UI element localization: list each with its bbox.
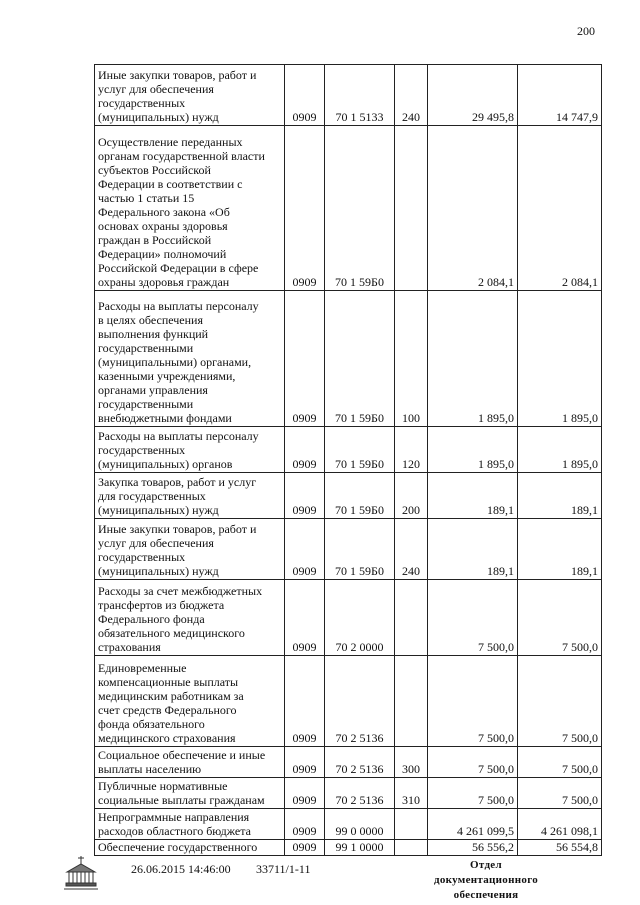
row-sum-2-text: 56 554,8 — [556, 840, 598, 854]
row-expense-type-text: 240 — [402, 564, 420, 578]
row-expense-type-text: 300 — [402, 762, 420, 776]
table-row — [95, 778, 602, 809]
footer-timestamp: 26.06.2015 14:46:00 — [131, 862, 231, 876]
row-target-article-cell — [325, 65, 395, 126]
table-row — [95, 747, 602, 778]
row-section-text: 0909 — [292, 110, 317, 124]
budget-table — [94, 64, 602, 856]
row-section-text: 0909 — [292, 457, 317, 471]
row-sum-2-cell — [518, 65, 602, 126]
row-sum-1-cell — [428, 519, 518, 580]
row-target-article-cell — [325, 580, 395, 656]
row-sum-2-cell — [518, 747, 602, 778]
row-sum-1-cell — [428, 656, 518, 747]
row-sum-2-text: 189,1 — [571, 503, 598, 517]
row-expense-type-text: 100 — [402, 411, 420, 425]
row-name-text: Непрограммные направления расходов областного бюджета — [98, 810, 251, 838]
row-name-text: Иные закупки товаров, работ и услуг для обеспечения государственных (муниципальных) нужд — [98, 522, 257, 578]
footer-doc-number: 33711/1-11 — [256, 862, 311, 876]
row-sum-1-text: 4 261 099,5 — [457, 824, 514, 838]
row-name-text: Осуществление переданных органам государственной власти субъектов Российской Федерации в соответствии с частью 1 статьи 15 Федерального закона «Об основах охраны здоровья граждан в Российской Федерации» полномочий Российской Федерации в сфере охраны здоровья граждан — [98, 135, 265, 289]
row-sum-1-cell — [428, 291, 518, 427]
table-row — [95, 291, 602, 427]
row-sum-2-cell — [518, 473, 602, 519]
row-sum-1-cell — [428, 747, 518, 778]
row-name-text: Социальное обеспечение и иные выплаты населению — [98, 748, 266, 776]
row-sum-2-text: 14 747,9 — [556, 110, 598, 124]
row-sum-2-text: 7 500,0 — [562, 793, 598, 807]
row-sum-2-cell — [518, 840, 602, 856]
row-target-article-text: 70 1 59Б0 — [335, 411, 384, 425]
row-sum-1-cell — [428, 65, 518, 126]
row-section-cell — [285, 427, 325, 473]
table-row — [95, 473, 602, 519]
row-expense-type-cell — [395, 519, 428, 580]
footer-department — [420, 858, 552, 903]
row-sum-1-text: 7 500,0 — [478, 762, 514, 776]
row-section-text: 0909 — [292, 411, 317, 425]
row-name-text: Расходы за счет межбюджетных трансфертов из бюджета Федерального фонда обязательного медицинского страхования — [98, 584, 263, 654]
table-row — [95, 126, 602, 291]
row-sum-2-text: 7 500,0 — [562, 731, 598, 745]
row-name-cell — [95, 580, 285, 656]
row-sum-2-text: 7 500,0 — [562, 762, 598, 776]
row-section-cell — [285, 473, 325, 519]
row-name-cell — [95, 840, 285, 856]
row-section-text: 0909 — [292, 793, 317, 807]
row-target-article-text: 70 1 59Б0 — [335, 275, 384, 289]
row-sum-2-text: 7 500,0 — [562, 640, 598, 654]
footer-department-line2: обеспечения — [453, 889, 519, 901]
row-target-article-cell — [325, 473, 395, 519]
row-expense-type-cell — [395, 840, 428, 856]
row-section-text: 0909 — [292, 564, 317, 578]
row-target-article-cell — [325, 291, 395, 427]
row-sum-2-cell — [518, 778, 602, 809]
row-name-cell — [95, 656, 285, 747]
row-target-article-text: 70 1 59Б0 — [335, 564, 384, 578]
row-sum-1-text: 7 500,0 — [478, 793, 514, 807]
row-sum-2-cell — [518, 519, 602, 580]
row-target-article-text: 99 0 0000 — [335, 824, 384, 838]
row-expense-type-cell — [395, 65, 428, 126]
table-row — [95, 656, 602, 747]
row-sum-2-text: 2 084,1 — [562, 275, 598, 289]
row-name-cell — [95, 747, 285, 778]
row-sum-2-text: 189,1 — [571, 564, 598, 578]
row-expense-type-cell — [395, 747, 428, 778]
duma-emblem-icon — [58, 852, 104, 892]
row-target-article-text: 70 1 59Б0 — [335, 503, 384, 517]
row-section-cell — [285, 580, 325, 656]
row-expense-type-cell — [395, 809, 428, 840]
row-section-cell — [285, 656, 325, 747]
row-name-cell — [95, 809, 285, 840]
row-section-cell — [285, 778, 325, 809]
row-name-text: Расходы на выплаты персоналу государственных (муниципальных) органов — [98, 429, 259, 471]
row-expense-type-cell — [395, 291, 428, 427]
row-name-text: Закупка товаров, работ и услуг для государственных (муниципальных) нужд — [98, 475, 257, 517]
row-sum-1-text: 7 500,0 — [478, 640, 514, 654]
row-sum-1-text: 189,1 — [487, 564, 514, 578]
row-sum-1-cell — [428, 809, 518, 840]
row-sum-2-text: 1 895,0 — [562, 411, 598, 425]
row-sum-1-text: 1 895,0 — [478, 457, 514, 471]
row-sum-1-cell — [428, 427, 518, 473]
row-expense-type-text: 240 — [402, 110, 420, 124]
row-sum-1-text: 29 495,8 — [472, 110, 514, 124]
row-target-article-text: 70 1 5133 — [335, 110, 384, 124]
row-section-text: 0909 — [292, 824, 317, 838]
row-sum-1-cell — [428, 473, 518, 519]
row-section-text: 0909 — [292, 731, 317, 745]
row-expense-type-cell — [395, 473, 428, 519]
page-number: 200 — [577, 24, 595, 38]
row-expense-type-cell — [395, 656, 428, 747]
row-name-cell — [95, 778, 285, 809]
row-name-text: Публичные нормативные социальные выплаты гражданам — [98, 779, 265, 807]
table-row — [95, 580, 602, 656]
row-target-article-text: 99 1 0000 — [335, 840, 384, 854]
row-name-cell — [95, 126, 285, 291]
row-sum-1-text: 56 556,2 — [472, 840, 514, 854]
footer-department-line1: Отдел документационного — [433, 859, 539, 886]
row-section-cell — [285, 809, 325, 840]
row-target-article-text: 70 2 5136 — [335, 762, 384, 776]
row-sum-1-cell — [428, 840, 518, 856]
row-sum-2-text: 4 261 098,1 — [541, 824, 598, 838]
row-expense-type-cell — [395, 778, 428, 809]
row-target-article-cell — [325, 747, 395, 778]
row-section-cell — [285, 291, 325, 427]
row-sum-2-cell — [518, 291, 602, 427]
row-expense-type-text: 200 — [402, 503, 420, 517]
table-row — [95, 519, 602, 580]
row-section-text: 0909 — [292, 503, 317, 517]
row-name-cell — [95, 65, 285, 126]
row-section-text: 0909 — [292, 840, 317, 854]
row-target-article-text: 70 2 5136 — [335, 731, 384, 745]
row-name-cell — [95, 473, 285, 519]
row-sum-1-cell — [428, 126, 518, 291]
row-expense-type-cell — [395, 427, 428, 473]
row-sum-2-cell — [518, 656, 602, 747]
row-sum-1-text: 2 084,1 — [478, 275, 514, 289]
row-target-article-cell — [325, 126, 395, 291]
row-section-cell — [285, 747, 325, 778]
row-expense-type-text: 310 — [402, 793, 420, 807]
row-sum-1-cell — [428, 778, 518, 809]
table-row — [95, 427, 602, 473]
row-sum-1-text: 1 895,0 — [478, 411, 514, 425]
row-target-article-cell — [325, 778, 395, 809]
row-section-cell — [285, 65, 325, 126]
row-name-text: Обеспечение государственного — [98, 840, 258, 854]
table-row — [95, 65, 602, 126]
row-name-text: Иные закупки товаров, работ и услуг для обеспечения государственных (муниципальных) нужд — [98, 68, 257, 124]
row-expense-type-text: 120 — [402, 457, 420, 471]
row-target-article-text: 70 2 0000 — [335, 640, 384, 654]
row-target-article-text: 70 2 5136 — [335, 793, 384, 807]
row-section-cell — [285, 126, 325, 291]
row-expense-type-cell — [395, 580, 428, 656]
row-name-cell — [95, 427, 285, 473]
row-target-article-cell — [325, 656, 395, 747]
row-sum-2-cell — [518, 427, 602, 473]
row-sum-2-cell — [518, 809, 602, 840]
table-row — [95, 840, 602, 856]
row-section-text: 0909 — [292, 640, 317, 654]
row-target-article-cell — [325, 809, 395, 840]
row-target-article-cell — [325, 840, 395, 856]
row-section-text: 0909 — [292, 762, 317, 776]
table-row — [95, 809, 602, 840]
row-name-text: Единовременные компенсационные выплаты медицинским работникам за счет средств Федерального фонда обязательного медицинского страхования — [98, 661, 244, 745]
row-target-article-cell — [325, 519, 395, 580]
row-sum-2-text: 1 895,0 — [562, 457, 598, 471]
row-name-cell — [95, 291, 285, 427]
row-sum-1-text: 7 500,0 — [478, 731, 514, 745]
row-section-text: 0909 — [292, 275, 317, 289]
row-section-cell — [285, 519, 325, 580]
row-sum-2-cell — [518, 126, 602, 291]
row-target-article-text: 70 1 59Б0 — [335, 457, 384, 471]
row-sum-2-cell — [518, 580, 602, 656]
budget-table-body — [95, 65, 602, 856]
row-sum-1-text: 189,1 — [487, 503, 514, 517]
row-name-cell — [95, 519, 285, 580]
row-section-cell — [285, 840, 325, 856]
row-expense-type-cell — [395, 126, 428, 291]
row-name-text: Расходы на выплаты персоналу в целях обеспечения выполнения функций государственными (муниципальными) органами, казенными учреждениями, органами управления государственными внебюджетными фондами — [98, 299, 259, 425]
row-sum-1-cell — [428, 580, 518, 656]
row-target-article-cell — [325, 427, 395, 473]
